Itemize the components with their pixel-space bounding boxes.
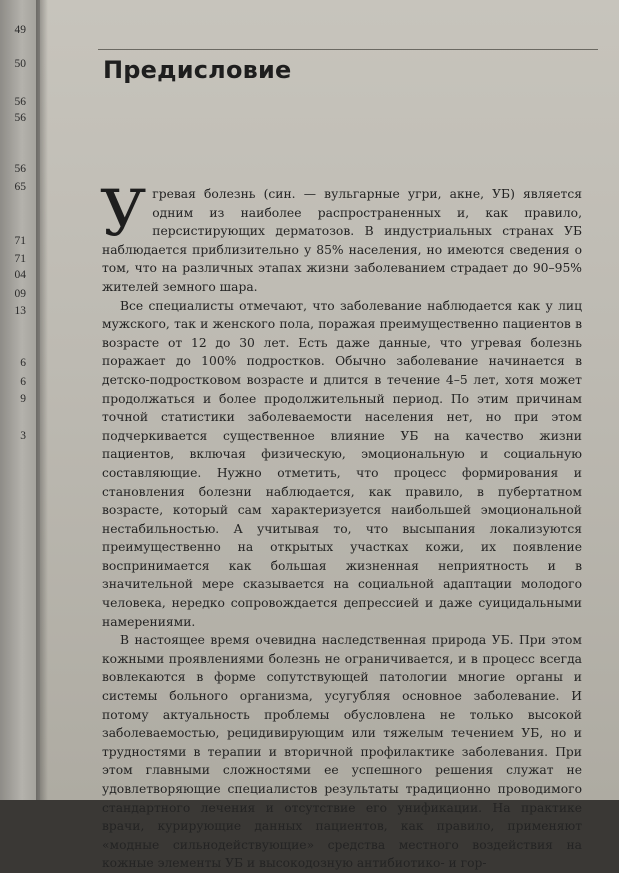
page-number: 6 [20, 357, 26, 369]
body-text [100, 177, 582, 873]
page-number: 71 [14, 235, 26, 247]
page-number: 71 [14, 253, 26, 265]
page-number: 65 [14, 181, 26, 193]
chapter-heading: Предисловие [103, 56, 292, 84]
page-number: 13 [14, 305, 26, 317]
paragraph-2: Все специалисты отмечают, что заболевание наблюдается как у лиц мужского, так и женского пола, поражая преимущественно пациентов в возрасте от 12 до 30 лет. Есть даже данные, что угревая болезнь поражает до 100% подростков. Обычно заболевание начинается в детско-подростковом возрасте и длится в течение 4–5 лет, хотя может продолжаться и более продолжительный период. По этим причинам точной статистики заболеваемости населения нет, но при этом подчеркивается существенное влияние УБ на качество жизни пациентов, включая физическую, эмоциональную и социальную составляющие. Нужно отметить, что процесс формирования и становления болезни наблюдается, как правило, в пубертатном возрасте, который сам характеризуется наибольшей эмоциональной нестабильностью. А учитывая то, что высыпания локализуются преимущественно на открытых участках кожи, их появление воспринимается как большая жизненная неприятность и в значительной мере сказывается на социальной адаптации молодого человека, нередко сопровождается депрессией и даже суицидальными намерениями. [102, 298, 582, 629]
book-page [40, 0, 619, 871]
page-number: 04 [14, 269, 26, 281]
paragraph-3: В настоящее время очевидна наследственная природа УБ. При этом кожными проявлениями болезнь не ограничивается, и в процесс всегда вовлекаются в форме сопутствующей патологии многие органы и системы больного организма, усугубляя основное заболевание. И потому актуальность проблемы обусловлена не только высокой заболеваемостью, рецидивирующим или тяжелым течением УБ, но и трудностями в терапии и вторичной профилактике заболевания. При этом главными сложностями ее успешного решения служат не удовлетворяющие специалистов результаты традиционно проводимого стандартного лечения и отсутствие его унификации. На практике врачи, курирующие данных пациентов, как правило, применяют «модные сильнодействующие» средства местного воздействия на кожные элементы УБ и высокодозную антибиотико- и гор- [102, 633, 582, 871]
paragraph-1 [100, 177, 582, 297]
spine-shadow [36, 0, 48, 800]
adjacent-page-edge [0, 0, 40, 800]
dropcap: У [100, 177, 147, 251]
page-number: 3 [20, 430, 26, 442]
page-number: 56 [14, 112, 26, 124]
header-rule [98, 49, 598, 50]
page-number: 9 [20, 393, 26, 405]
page-number: 50 [14, 58, 26, 70]
page-number: 49 [14, 24, 26, 36]
page-number: 6 [20, 376, 26, 388]
page-number: 56 [14, 96, 26, 108]
paragraph-1-text: гревая болезнь (син. — вульгарные угри, акне, УБ) является одним из наиболее распространенных и, как правило, персистирующих дерматозов. В индустриальных странах УБ наблюдается приблизительно у 85% населения, но имеются сведения о том, что на различных этапах жизни заболеванием страдает до 90–95% жителей земного шара. [102, 187, 582, 294]
page-number: 56 [14, 163, 26, 175]
page-number: 09 [14, 288, 26, 300]
